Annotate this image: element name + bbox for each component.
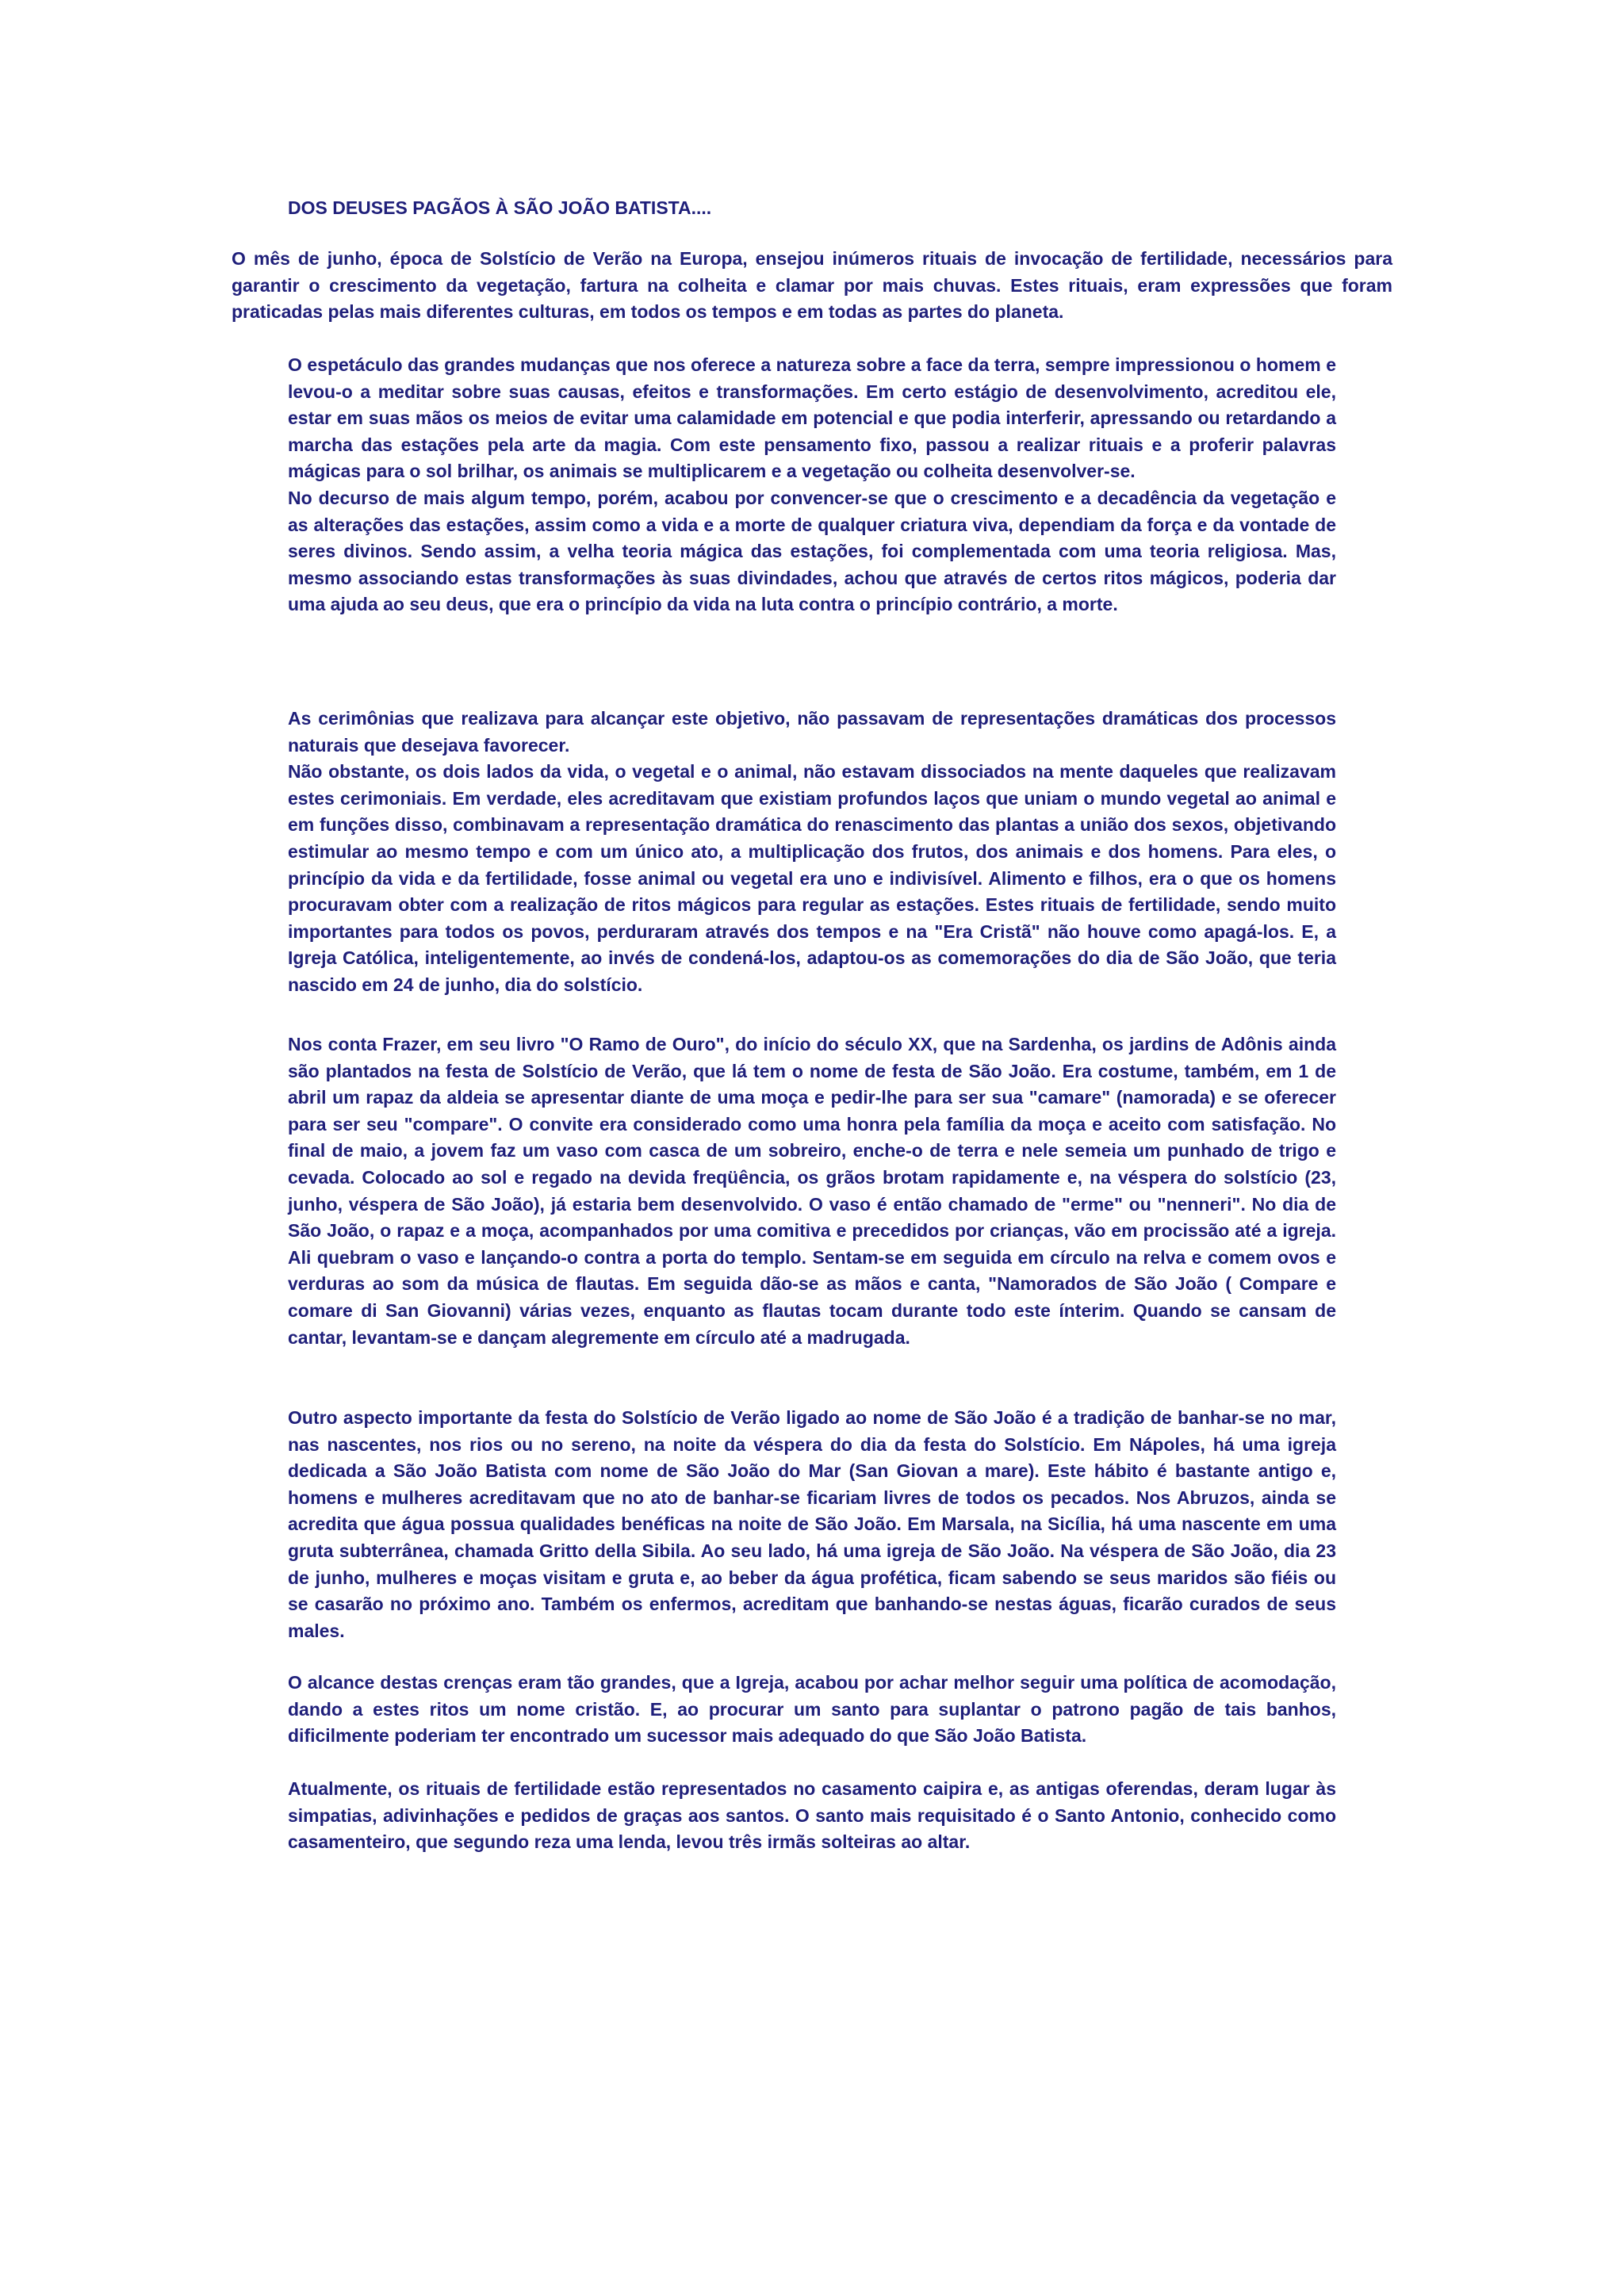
section-bathing (288, 1405, 1336, 1644)
paragraph: Nos conta Frazer, em seu livro "O Ramo de Ouro", do início do século XX, que na Sardenha, os jardins de Adônis ainda são plantados na festa de Solstício de Verão, que lá tem o nome de festa de São João. Era costume, também, em 1 de abril um rapaz da aldeia se apresentar diante de uma moça e pedir-lhe para ser sua "camare" (namorada) e se oferecer para ser seu "compare". O convite era considerado como uma honra pela família da moça e aceito com satisfação. No final de maio, a jovem faz um vaso com casca de um sobreiro, enche-o de terra e nele semeia um punhado de trigo e cevada. Colocado ao sol e regado na devida freqüência, os grãos brotam rapidamente e, na véspera do solstício (23, junho, véspera de São João), já estaria bem desenvolvido. O vaso é então chamado de "erme" ou "nenneri". No dia de São João, o rapaz e a moça, acompanhados por uma comitiva e precedidos por crianças, vão em procissão até a igreja. Ali quebram o vaso e lançando-o contra a porta do templo. Sentam-se em seguida em círculo na relva e comem ovos e verduras ao som da música de flautas. Em seguida dão-se as mãos e canta, "Namorados de São João ( Compare e comare di San Giovanni) várias vezes, enquanto as flautas tocam durante todo este ínterim. Quando se cansam de cantar, levantam-se e dançam alegremente em círculo até a madrugada. (288, 1034, 1336, 1348)
paragraph: Outro aspecto importante da festa do Solstício de Verão ligado ao nome de São João é a tradição de banhar-se no mar, nas nascentes, nos rios ou no sereno, na noite da véspera do dia da festa do Solstício. Em Nápoles, há uma igreja dedicada a São João Batista com nome de São João do Mar (San Giovan a mare). Este hábito é bastante antigo e, homens e mulheres acreditavam que no ato de banhar-se ficariam livres de todos os pecados. Nos Abruzos, ainda se acredita que água possua qualidades benéficas na noite de São João. Em Marsala, na Sicília, há uma nascente em uma gruta subterrânea, chamada Gritto della Sibila. Ao seu lado, há uma igreja de São João. Na véspera de São João, dia 23 de junho, mulheres e moças visitam e gruta e, ao beber da água profética, ficam sabendo se seus maridos são fiéis ou se casarão no próximo ano. Também os enfermos, acreditam que banhando-se nestas águas, ficarão curados de seus males. (288, 1407, 1336, 1641)
paragraph: No decurso de mais algum tempo, porém, acabou por convencer-se que o crescimento e a decadência da vegetação e as alterações das estações, assim como a vida e a morte de qualquer criatura viva, dependiam da força e da vontade de seres divinos. Sendo assim, a velha teoria mágica das estações, foi complementada com uma teoria religiosa. Mas, mesmo associando estas transformações às suas divindades, achou que através de certos ritos mágicos, poderia dar uma ajuda ao seu deus, que era o princípio da vida na luta contra o princípio contrário, a morte. (288, 487, 1336, 615)
section-frazer (288, 1031, 1336, 1351)
paragraph: Não obstante, os dois lados da vida, o vegetal e o animal, não estavam dissociados na mente daqueles que realizavam estes cerimoniais. Em verdade, eles acreditavam que existiam profundos laços que uniam o mundo vegetal ao animal e em funções disso, combinavam a representação dramática do renascimento das plantas a união dos sexos, objetivando estimular ao mesmo tempo e com um único ato, a multiplicação dos frutos, dos animais e dos homens. Para eles, o princípio da vida e da fertilidade, fosse animal ou vegetal era uno e indivisível. Alimento e filhos, era o que os homens procuravam obter com a realização de ritos mágicos para regular as estações. Estes rituais de fertilidade, sendo muito importantes para todos os povos, perduraram através dos tempos e na "Era Cristã" não houve como apagá-los. E, a Igreja Católica, inteligentemente, ao invés de condená-los, adaptou-os as comemorações do dia de São João, que teria nascido em 24 de junho, dia do solstício. (288, 761, 1336, 995)
section-magic (288, 352, 1336, 618)
section-today (288, 1776, 1336, 1856)
intro-paragraph: O mês de junho, época de Solstício de Verão na Europa, ensejou inúmeros rituais de invocação de fertilidade, necessários para garantir o crescimento da vegetação, fartura na colheita e clamar por mais chuvas. Estes rituais, eram expressões que foram praticadas pelas mais diferentes culturas, em todos os tempos e em todas as partes do planeta. (232, 248, 1392, 323)
paragraph: O alcance destas crenças eram tão grandes, que a Igreja, acabou por achar melhor seguir uma política de acomodação, dando a estes ritos um nome cristão. E, ao procurar um santo para suplantar o patrono pagão de tais banhos, dificilmente poderiam ter encontrado um sucessor mais adequado do que São João Batista. (288, 1672, 1336, 1747)
document-title: DOS DEUSES PAGÃOS À SÃO JOÃO BATISTA.... (288, 197, 712, 218)
section-ceremonies (288, 706, 1336, 999)
section-church (288, 1670, 1336, 1750)
paragraph: O espetáculo das grandes mudanças que nos oferece a natureza sobre a face da terra, sempre impressionou o homem e levou-o a meditar sobre suas causas, efeitos e transformações. Em certo estágio de desenvolvimento, acreditou ele, estar em suas mãos os meios de evitar uma calamidade em potencial e que podia interferir, apressando ou retardando a marcha das estações pela arte da magia. Com este pensamento fixo, passou a realizar rituais e a proferir palavras mágicas para o sol brilhar, os animais se multiplicarem e a vegetação ou colheita desenvolver-se. (288, 354, 1336, 482)
paragraph: As cerimônias que realizava para alcançar este objetivo, não passavam de representações dramáticas dos processos naturais que desejava favorecer. (288, 708, 1336, 756)
paragraph: Atualmente, os rituais de fertilidade estão representados no casamento caipira e, as antigas oferendas, deram lugar às simpatias, adivinhações e pedidos de graças aos santos. O santo mais requisitado é o Santo Antonio, conhecido como casamenteiro, que segundo reza uma lenda, levou três irmãs solteiras ao altar. (288, 1778, 1336, 1853)
